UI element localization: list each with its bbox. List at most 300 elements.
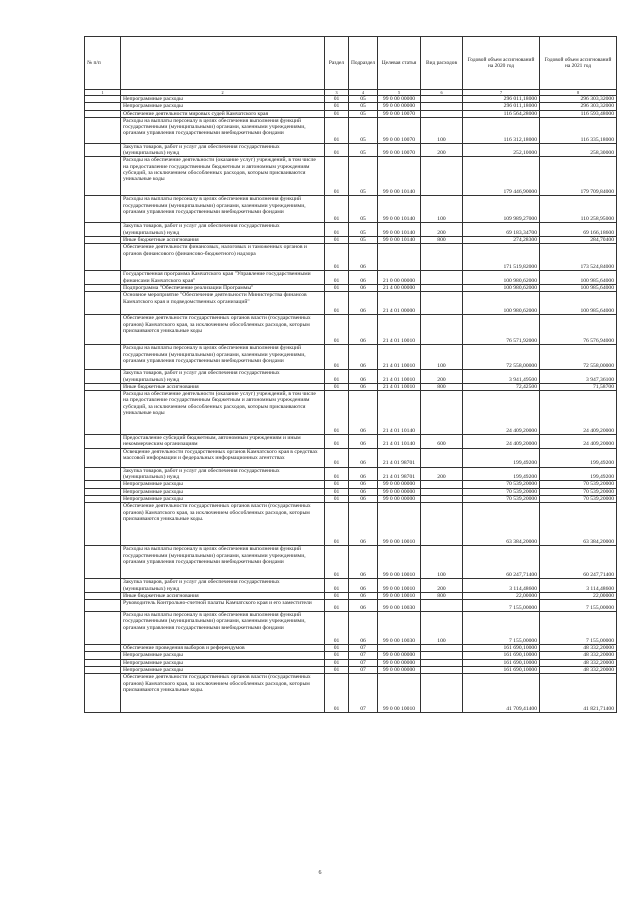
row-podrazdel: 06 <box>349 495 378 502</box>
row-razdel: 01 <box>325 391 349 435</box>
col-header-name <box>121 37 325 90</box>
row-amount-2020: 100 980,62000 <box>463 271 540 285</box>
row-amount-2021: 24 409,20000 <box>540 391 617 435</box>
row-target-article: 99 0 00 10010 <box>378 592 421 599</box>
table-row <box>85 495 617 502</box>
row-podrazdel: 06 <box>349 503 378 546</box>
row-amount-2021: 258,30000 <box>540 143 617 157</box>
row-number <box>85 110 121 117</box>
row-podrazdel: 06 <box>349 271 378 285</box>
row-razdel: 01 <box>325 652 349 659</box>
row-name: Руководитель Контрольно-счетной палаты Камчатского края и его заместители <box>121 600 325 612</box>
row-expense-type: 100 <box>421 196 463 223</box>
row-amount-2021: 284,70400 <box>540 237 617 244</box>
row-amount-2020: 161 690,10000 <box>463 667 540 674</box>
row-razdel: 01 <box>325 592 349 599</box>
row-amount-2021: 48 332,20000 <box>540 652 617 659</box>
row-razdel: 01 <box>325 481 349 488</box>
row-number <box>85 645 121 652</box>
row-name: Иные бюджетные ассигнования <box>121 237 325 244</box>
row-expense-type: 100 <box>421 117 463 143</box>
row-name: Расходы на выплаты персоналу в целях обеспечения выполнения функций государственными (муниципальными) органами, казенными учреждениями, органами управления государственными внебюджетными фондами <box>121 612 325 645</box>
table-row <box>85 546 617 579</box>
row-target-article: 21 4 01 10010 <box>378 370 421 384</box>
row-amount-2021: 110 258,95000 <box>540 196 617 223</box>
row-name: Обеспечение деятельности мировых судей Камчатского края <box>121 110 325 117</box>
row-razdel: 01 <box>325 223 349 237</box>
row-razdel: 01 <box>325 143 349 157</box>
row-amount-2020: 100 980,62000 <box>463 292 540 315</box>
table-row <box>85 652 617 659</box>
row-amount-2021: 296 303,32000 <box>540 96 617 103</box>
row-amount-2021: 179 709,84000 <box>540 157 617 196</box>
row-expense-type <box>421 488 463 495</box>
row-target-article: 21 4 00 00000 <box>378 284 421 291</box>
row-target-article: 99 0 00 00000 <box>378 667 421 674</box>
table-row <box>85 196 617 223</box>
row-amount-2021: 296 303,32000 <box>540 103 617 110</box>
row-razdel: 01 <box>325 315 349 345</box>
row-razdel: 01 <box>325 237 349 244</box>
row-amount-2021: 24 409,20000 <box>540 435 617 449</box>
row-amount-2020: 100 980,62000 <box>463 284 540 291</box>
row-expense-type <box>421 157 463 196</box>
row-amount-2020: 70 539,20000 <box>463 488 540 495</box>
row-expense-type <box>421 292 463 315</box>
row-target-article: 99 0 00 10010 <box>378 674 421 713</box>
row-name: Предоставление субсидий бюджетным, автономным учреждениям и иным некоммерческим организациям <box>121 435 325 449</box>
row-expense-type <box>421 96 463 103</box>
row-name: Расходы на выплаты персоналу в целях обеспечения выполнения функций государственными (муниципальными) органами, казенными учреждениями, органами управления государственными внебюджетными фондами <box>121 345 325 370</box>
row-number <box>85 96 121 103</box>
row-expense-type <box>421 284 463 291</box>
row-razdel: 01 <box>325 600 349 612</box>
row-target-article: 21 4 01 10010 <box>378 315 421 345</box>
row-number <box>85 244 121 271</box>
row-expense-type: 800 <box>421 237 463 244</box>
row-razdel: 01 <box>325 157 349 196</box>
row-amount-2020: 60 247,71400 <box>463 546 540 579</box>
row-amount-2020: 22,00000 <box>463 592 540 599</box>
row-number <box>85 674 121 713</box>
row-target-article: 99 0 00 10010 <box>378 579 421 593</box>
row-razdel: 01 <box>325 110 349 117</box>
row-name: Закупка товаров, работ и услуг для обеспечения государственных (муниципальных) нужд <box>121 467 325 481</box>
table-row <box>85 448 617 467</box>
table-row <box>85 600 617 612</box>
col-header-num: № п/п <box>85 37 121 90</box>
row-name: Расходы на выплаты персоналу в целях обеспечения выполнения функций государственными (муниципальными) органами, казенными учреждениями, органами управления государственными внебюджетными фондами <box>121 196 325 223</box>
column-index: 7 <box>463 90 540 96</box>
row-razdel: 01 <box>325 659 349 666</box>
column-index: 8 <box>540 90 617 96</box>
row-number <box>85 659 121 666</box>
row-razdel: 01 <box>325 292 349 315</box>
row-name: Освещение деятельности государственных органов Камчатского края в средствах массовой информации и федеральных информационных агентствах <box>121 448 325 467</box>
row-expense-type: 100 <box>421 345 463 370</box>
row-name: Непрограммные расходы <box>121 96 325 103</box>
row-number <box>85 271 121 285</box>
row-podrazdel: 06 <box>349 467 378 481</box>
row-podrazdel: 06 <box>349 579 378 593</box>
row-name: Расходы на выплаты персоналу в целях обеспечения выполнения функций государственными (муниципальными) органами, казенными учреждениями, органами управления государственными внебюджетными фондами <box>121 546 325 579</box>
row-amount-2021: 71,58700 <box>540 383 617 390</box>
row-amount-2020: 70 539,20000 <box>463 495 540 502</box>
row-razdel: 01 <box>325 244 349 271</box>
row-podrazdel: 06 <box>349 546 378 579</box>
row-number <box>85 546 121 579</box>
row-amount-2021: 48 332,20000 <box>540 659 617 666</box>
row-razdel: 01 <box>325 467 349 481</box>
row-name: Непрограммные расходы <box>121 652 325 659</box>
row-expense-type <box>421 667 463 674</box>
row-amount-2021: 3 947,36100 <box>540 370 617 384</box>
row-expense-type: 100 <box>421 612 463 645</box>
col-header-razdel: Раздел <box>325 37 349 90</box>
table-row <box>85 667 617 674</box>
row-amount-2020: 72 558,00000 <box>463 345 540 370</box>
row-name: Основное мероприятие "Обеспечение деятельности Министерства финансов Камчатского края и подведомственных организаций" <box>121 292 325 315</box>
row-podrazdel: 05 <box>349 110 378 117</box>
row-amount-2021: 116 335,18000 <box>540 117 617 143</box>
column-index: 6 <box>421 90 463 96</box>
table-row <box>85 271 617 285</box>
row-amount-2020: 161 690,10000 <box>463 652 540 659</box>
row-expense-type: 200 <box>421 143 463 157</box>
row-target-article: 21 4 01 98701 <box>378 467 421 481</box>
row-amount-2021: 60 247,71400 <box>540 546 617 579</box>
row-expense-type <box>421 244 463 271</box>
row-amount-2020: 199,49200 <box>463 467 540 481</box>
table-row <box>85 645 617 652</box>
row-expense-type <box>421 271 463 285</box>
row-expense-type: 200 <box>421 223 463 237</box>
row-expense-type: 800 <box>421 592 463 599</box>
table-row <box>85 110 617 117</box>
row-target-article: 99 0 00 00000 <box>378 659 421 666</box>
row-name: Расходы на выплаты персоналу в целях обеспечения выполнения функций государственными (муниципальными) органами, казенными учреждениями, органами управления государственными внебюджетными фондами <box>121 117 325 143</box>
row-amount-2020: 171 519,82000 <box>463 244 540 271</box>
row-podrazdel: 06 <box>349 315 378 345</box>
table-row <box>85 481 617 488</box>
row-amount-2020: 24 409,20000 <box>463 391 540 435</box>
row-podrazdel: 07 <box>349 667 378 674</box>
budget-table-page <box>84 36 616 713</box>
table-row <box>85 103 617 110</box>
table-row <box>85 592 617 599</box>
row-target-article: 99 0 00 00000 <box>378 103 421 110</box>
row-target-article: 99 0 00 10140 <box>378 157 421 196</box>
row-podrazdel: 05 <box>349 196 378 223</box>
row-number <box>85 292 121 315</box>
row-amount-2020: 72,42500 <box>463 383 540 390</box>
table-row <box>85 96 617 103</box>
row-target-article: 21 4 01 10140 <box>378 391 421 435</box>
row-amount-2021: 41 821,71400 <box>540 674 617 713</box>
row-name: Государственная программа Камчатского края "Управление государственными финансами Камчатского края" <box>121 271 325 285</box>
row-podrazdel: 05 <box>349 96 378 103</box>
row-amount-2021: 199,49200 <box>540 467 617 481</box>
budget-table <box>84 36 617 713</box>
row-amount-2020: 63 384,20000 <box>463 503 540 546</box>
row-amount-2021: 100 985,64000 <box>540 292 617 315</box>
row-expense-type <box>421 103 463 110</box>
table-row <box>85 391 617 435</box>
row-razdel: 01 <box>325 370 349 384</box>
row-razdel: 01 <box>325 645 349 652</box>
row-number <box>85 488 121 495</box>
row-target-article: 99 0 00 10010 <box>378 503 421 546</box>
row-amount-2021: 7 155,00000 <box>540 612 617 645</box>
row-number <box>85 345 121 370</box>
row-podrazdel: 06 <box>349 448 378 467</box>
row-razdel: 01 <box>325 196 349 223</box>
row-target-article: 99 0 00 10140 <box>378 223 421 237</box>
table-row <box>85 223 617 237</box>
row-name: Обеспечение деятельности государственных органов власти (государственных органов) Камчатского края, за исключением обособленных расходов, которым присваиваются уникальные коды <box>121 315 325 345</box>
col-header-2020: Годовой объем ассигнований на 2020 год <box>463 37 540 90</box>
row-razdel: 01 <box>325 579 349 593</box>
col-header-podrazdel: Подраздел <box>349 37 378 90</box>
row-number <box>85 600 121 612</box>
row-amount-2021: 116 593,48000 <box>540 110 617 117</box>
row-amount-2021: 199,49200 <box>540 448 617 467</box>
row-target-article: 21 4 01 10010 <box>378 345 421 370</box>
row-razdel: 01 <box>325 448 349 467</box>
row-number <box>85 448 121 467</box>
row-expense-type <box>421 448 463 467</box>
row-razdel: 01 <box>325 674 349 713</box>
row-name: Иные бюджетные ассигнования <box>121 383 325 390</box>
row-name: Подпрограмма "Обеспечение реализации Программы" <box>121 284 325 291</box>
row-podrazdel: 06 <box>349 612 378 645</box>
row-target-article <box>378 645 421 652</box>
row-number <box>85 391 121 435</box>
row-podrazdel: 06 <box>349 383 378 390</box>
table-row <box>85 237 617 244</box>
row-razdel: 01 <box>325 345 349 370</box>
row-number <box>85 223 121 237</box>
row-number <box>85 237 121 244</box>
column-index: 3 <box>325 90 349 96</box>
row-podrazdel: 05 <box>349 117 378 143</box>
row-podrazdel: 06 <box>349 244 378 271</box>
row-name: Закупка товаров, работ и услуг для обеспечения государственных (муниципальных) нужд <box>121 223 325 237</box>
row-razdel: 01 <box>325 435 349 449</box>
table-row <box>85 345 617 370</box>
row-amount-2021: 100 985,64000 <box>540 271 617 285</box>
row-amount-2021: 76 576,94000 <box>540 315 617 345</box>
row-razdel: 01 <box>325 383 349 390</box>
row-name: Обеспечение деятельности финансовых, налоговых и таможенных органов и органов финансового (финансово-бюджетного) надзора <box>121 244 325 271</box>
row-target-article: 21 4 01 10010 <box>378 383 421 390</box>
row-name: Расходы на обеспечение деятельности (оказание услуг) учреждений, в том числе на предоставление государственным бюджетным и автономным учреждениям субсидий, за исключением обособленных расходов, которым присваиваются уникальные коды <box>121 157 325 196</box>
row-amount-2021: 7 155,00000 <box>540 600 617 612</box>
row-number <box>85 467 121 481</box>
row-expense-type <box>421 652 463 659</box>
row-expense-type: 200 <box>421 467 463 481</box>
row-expense-type: 600 <box>421 435 463 449</box>
row-target-article: 99 0 00 10010 <box>378 546 421 579</box>
column-index: 4 <box>349 90 378 96</box>
row-expense-type: 100 <box>421 546 463 579</box>
row-podrazdel: 07 <box>349 645 378 652</box>
table-row <box>85 488 617 495</box>
row-target-article: 99 0 00 10030 <box>378 600 421 612</box>
col-header-target: Целевая статья <box>378 37 421 90</box>
row-target-article: 99 0 00 00000 <box>378 652 421 659</box>
row-amount-2021: 3 114,48600 <box>540 579 617 593</box>
row-number <box>85 435 121 449</box>
row-razdel: 01 <box>325 667 349 674</box>
row-target-article: 99 0 00 10070 <box>378 117 421 143</box>
row-name: Непрограммные расходы <box>121 495 325 502</box>
row-amount-2021: 70 539,20000 <box>540 488 617 495</box>
row-amount-2020: 296 011,18000 <box>463 96 540 103</box>
row-amount-2020: 179 446,90000 <box>463 157 540 196</box>
row-amount-2021: 63 384,20000 <box>540 503 617 546</box>
row-podrazdel: 06 <box>349 488 378 495</box>
row-amount-2020: 41 709,41400 <box>463 674 540 713</box>
table-row <box>85 467 617 481</box>
row-razdel: 01 <box>325 546 349 579</box>
row-expense-type <box>421 674 463 713</box>
table-row <box>85 612 617 645</box>
column-index: 2 <box>121 90 325 96</box>
row-expense-type <box>421 503 463 546</box>
row-target-article: 21 4 01 00000 <box>378 292 421 315</box>
row-name: Закупка товаров, работ и услуг для обеспечения государственных (муниципальных) нужд <box>121 143 325 157</box>
row-amount-2021: 70 539,20000 <box>540 495 617 502</box>
row-podrazdel: 05 <box>349 103 378 110</box>
row-razdel: 01 <box>325 271 349 285</box>
table-header-row <box>85 37 617 90</box>
col-header-2021: Годовой объем ассигнований на 2021 год <box>540 37 617 90</box>
row-podrazdel: 06 <box>349 284 378 291</box>
row-target-article: 21 0 00 00000 <box>378 271 421 285</box>
row-expense-type: 200 <box>421 370 463 384</box>
row-name: Непрограммные расходы <box>121 103 325 110</box>
row-target-article: 99 0 00 10140 <box>378 237 421 244</box>
row-number <box>85 383 121 390</box>
row-name: Обеспечение проведения выборов и референдумов <box>121 645 325 652</box>
row-name: Непрограммные расходы <box>121 667 325 674</box>
column-index: 1 <box>85 90 121 96</box>
row-number <box>85 157 121 196</box>
row-name: Закупка товаров, работ и услуг для обеспечения государственных (муниципальных) нужд <box>121 370 325 384</box>
row-razdel: 01 <box>325 612 349 645</box>
row-number <box>85 284 121 291</box>
row-podrazdel: 06 <box>349 292 378 315</box>
row-expense-type <box>421 110 463 117</box>
row-podrazdel: 06 <box>349 345 378 370</box>
table-row <box>85 674 617 713</box>
table-row <box>85 503 617 546</box>
table-row <box>85 292 617 315</box>
row-name: Непрограммные расходы <box>121 481 325 488</box>
row-podrazdel: 05 <box>349 143 378 157</box>
row-razdel: 01 <box>325 284 349 291</box>
row-expense-type: 200 <box>421 579 463 593</box>
table-row <box>85 579 617 593</box>
row-expense-type <box>421 659 463 666</box>
row-podrazdel: 07 <box>349 659 378 666</box>
row-target-article: 21 4 01 98701 <box>378 448 421 467</box>
row-podrazdel: 07 <box>349 652 378 659</box>
row-target-article: 99 0 00 10030 <box>378 612 421 645</box>
row-target-article: 99 0 00 00000 <box>378 488 421 495</box>
row-number <box>85 103 121 110</box>
row-name: Обеспечение деятельности государственных органов власти (государственных органов) Камчатского края, за исключением обособленных расходов, которым присваиваются уникальные коды. <box>121 674 325 713</box>
row-amount-2021: 69 166,18600 <box>540 223 617 237</box>
row-podrazdel: 07 <box>349 674 378 713</box>
row-amount-2021: 72 558,00000 <box>540 345 617 370</box>
row-amount-2021: 48 332,20000 <box>540 645 617 652</box>
row-expense-type <box>421 600 463 612</box>
row-name: Закупка товаров, работ и услуг для обеспечения государственных (муниципальных) нужд <box>121 579 325 593</box>
row-podrazdel: 05 <box>349 223 378 237</box>
row-number <box>85 196 121 223</box>
row-podrazdel: 06 <box>349 481 378 488</box>
row-target-article: 99 0 00 00000 <box>378 481 421 488</box>
row-name: Иные бюджетные ассигнования <box>121 592 325 599</box>
row-razdel: 01 <box>325 103 349 110</box>
row-amount-2020: 161 690,10000 <box>463 659 540 666</box>
row-amount-2020: 7 155,00000 <box>463 600 540 612</box>
row-amount-2020: 24 409,20000 <box>463 435 540 449</box>
row-amount-2021: 100 985,64000 <box>540 284 617 291</box>
column-index: 5 <box>378 90 421 96</box>
row-podrazdel: 05 <box>349 237 378 244</box>
row-number <box>85 315 121 345</box>
row-number <box>85 370 121 384</box>
row-name: Непрограммные расходы <box>121 659 325 666</box>
table-row <box>85 659 617 666</box>
row-expense-type <box>421 495 463 502</box>
row-razdel: 01 <box>325 503 349 546</box>
table-row <box>85 284 617 291</box>
row-name: Непрограммные расходы <box>121 488 325 495</box>
table-row <box>85 244 617 271</box>
table-row <box>85 370 617 384</box>
row-target-article <box>378 244 421 271</box>
table-row <box>85 383 617 390</box>
row-amount-2020: 116 564,28000 <box>463 110 540 117</box>
row-amount-2020: 3 941,49500 <box>463 370 540 384</box>
row-number <box>85 481 121 488</box>
row-amount-2021: 22,00000 <box>540 592 617 599</box>
row-number <box>85 495 121 502</box>
row-target-article: 99 0 00 00000 <box>378 495 421 502</box>
row-podrazdel: 05 <box>349 157 378 196</box>
row-expense-type <box>421 315 463 345</box>
row-amount-2020: 296 011,18000 <box>463 103 540 110</box>
row-razdel: 01 <box>325 96 349 103</box>
row-amount-2020: 76 571,92000 <box>463 315 540 345</box>
row-amount-2020: 3 114,48600 <box>463 579 540 593</box>
row-amount-2020: 252,10000 <box>463 143 540 157</box>
row-podrazdel: 06 <box>349 600 378 612</box>
row-podrazdel: 06 <box>349 435 378 449</box>
row-amount-2020: 70 539,20000 <box>463 481 540 488</box>
row-amount-2020: 116 312,18000 <box>463 117 540 143</box>
row-number <box>85 143 121 157</box>
row-podrazdel: 06 <box>349 592 378 599</box>
row-amount-2020: 199,49200 <box>463 448 540 467</box>
row-razdel: 01 <box>325 495 349 502</box>
row-amount-2021: 173 524,84000 <box>540 244 617 271</box>
row-number <box>85 592 121 599</box>
